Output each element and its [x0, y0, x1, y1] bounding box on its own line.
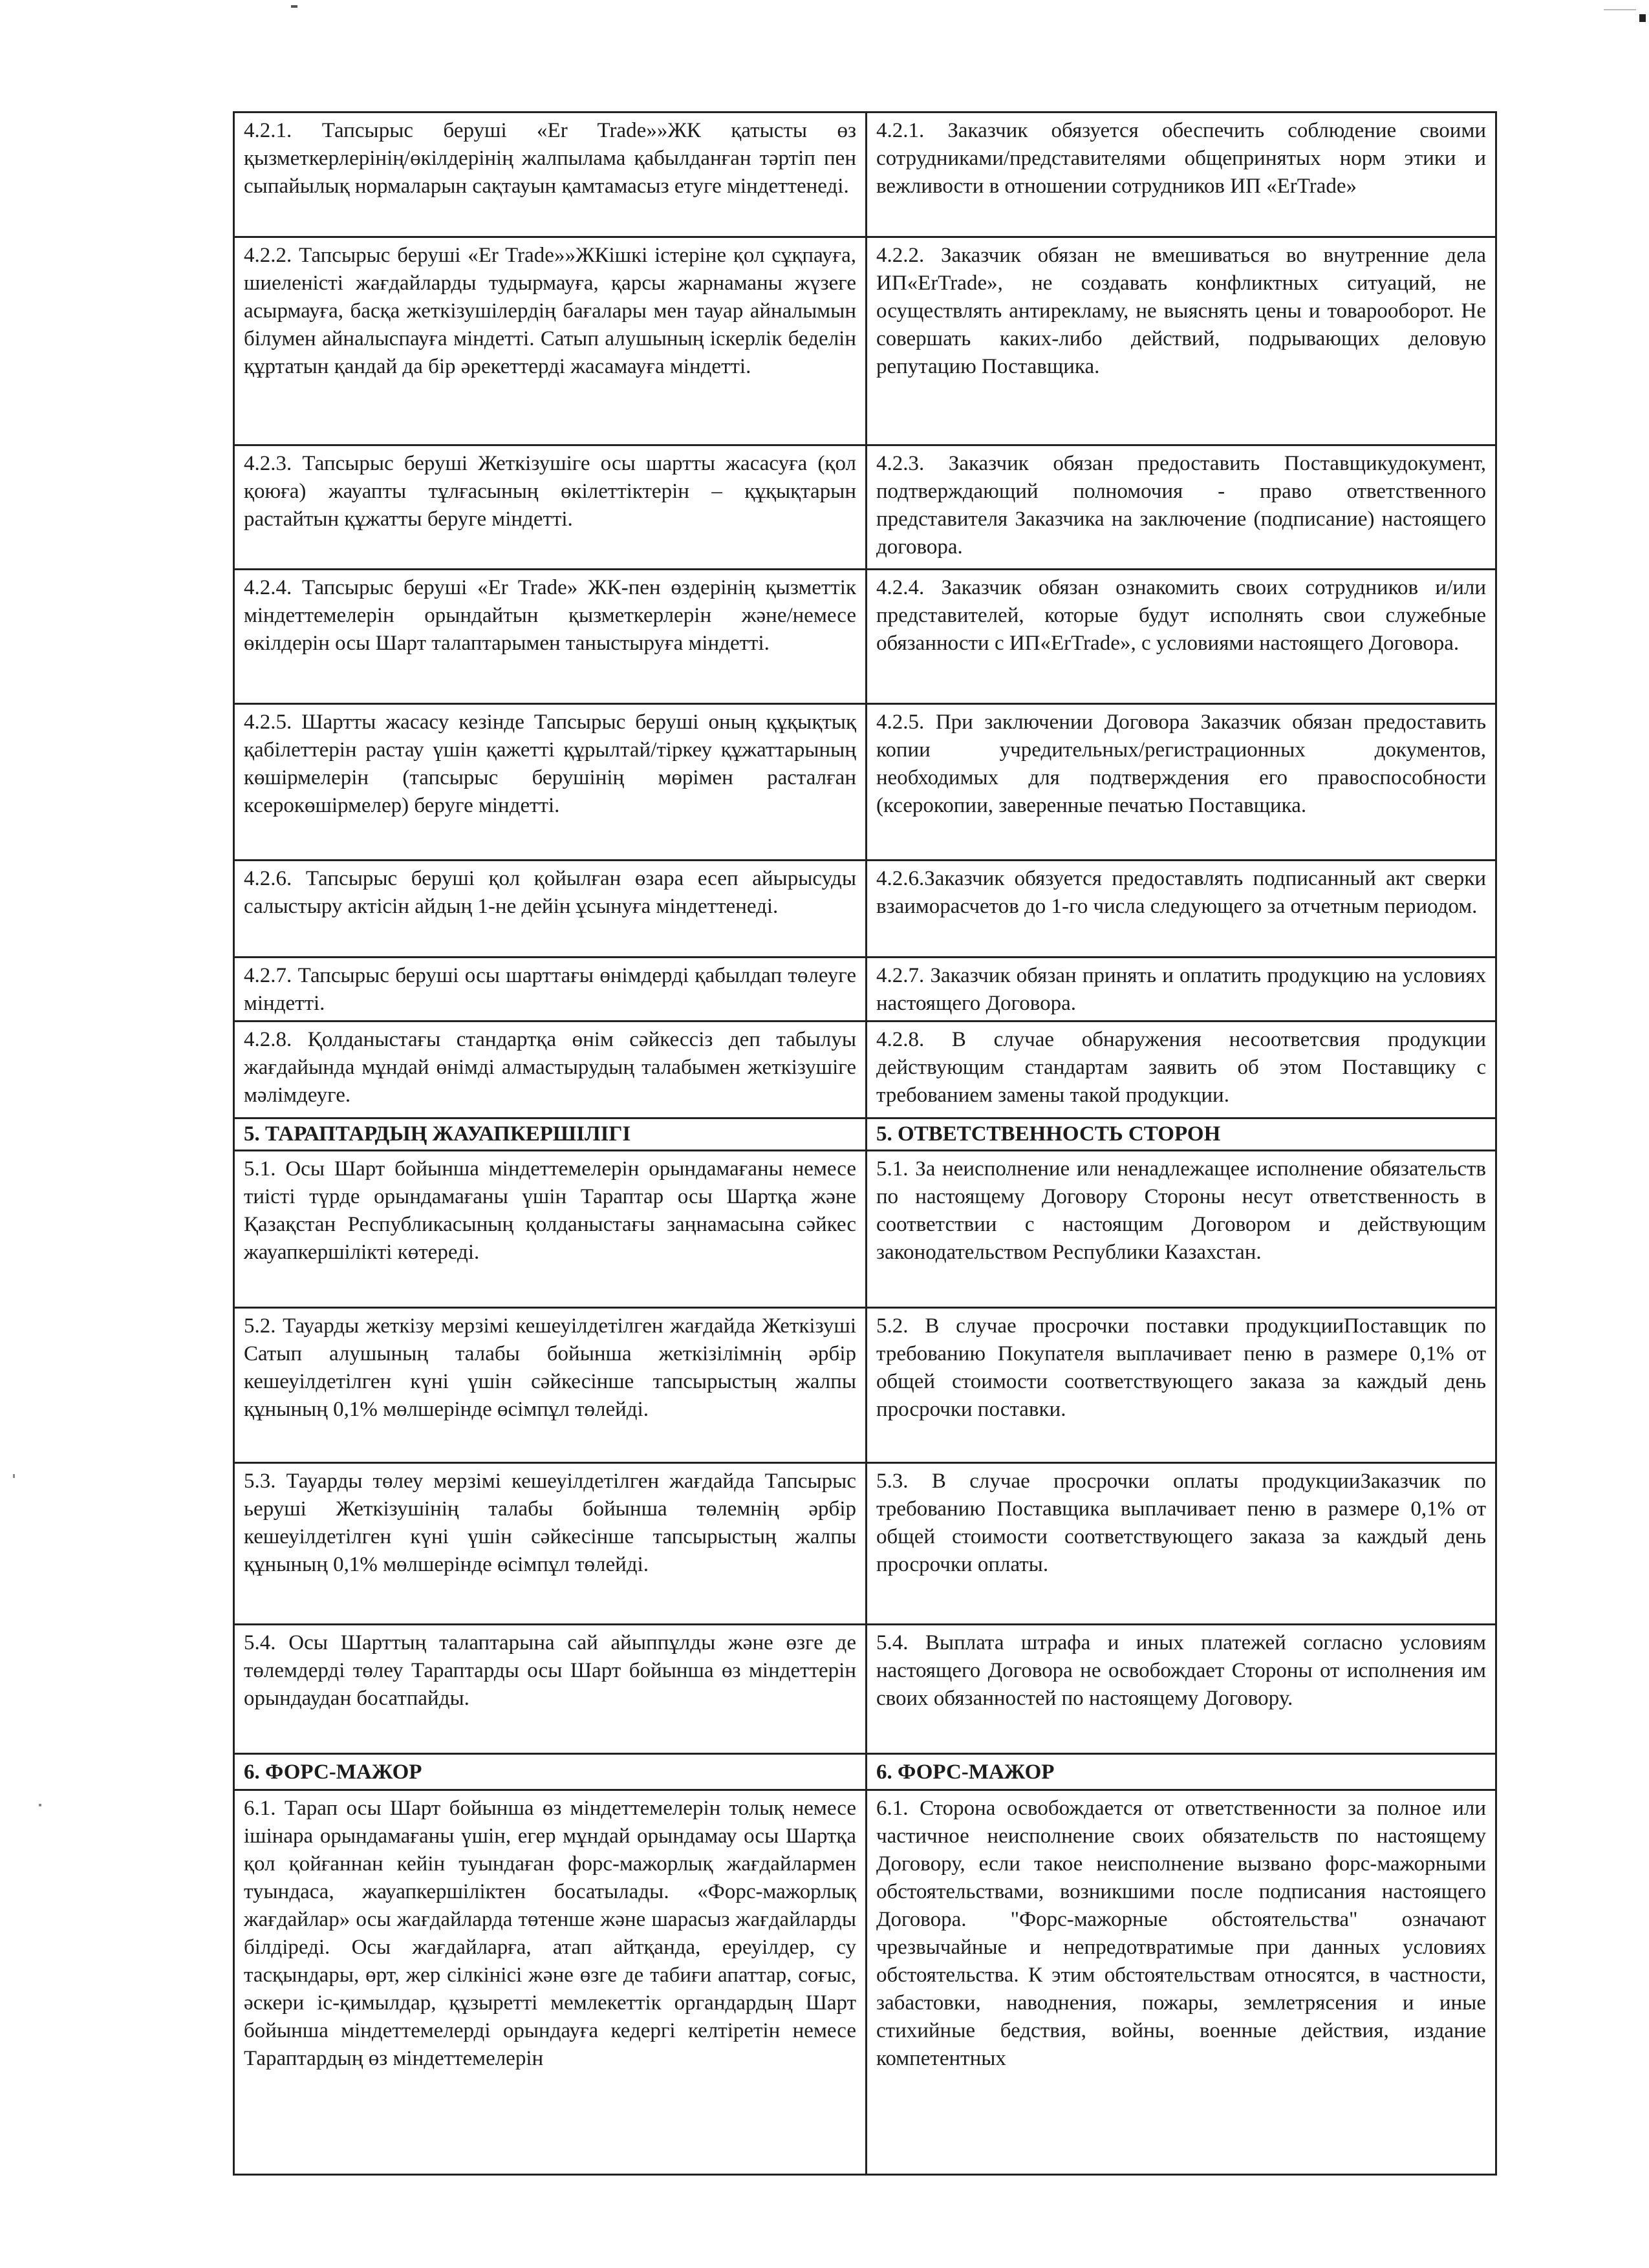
- clause-row: [234, 445, 1496, 570]
- clause-ru: 4.2.4. Заказчик обязан ознакомить своих сотрудников и/или представителей, которые будут исполнять свои служебные обязанности с ИП«ErTrade», с условиями настоящего Договора.: [867, 570, 1496, 704]
- scan-speck: [1604, 9, 1636, 10]
- clause-row: [234, 1022, 1496, 1118]
- clause-ru: 4.2.2. Заказчик обязан не вмешиваться во внутренние дела ИП«ErTrade», не создавать конфликтных ситуаций, не осуществлять антирекламу, не выяснять цены и товарооборот. Не совершать каких-либо действий, подрывающих деловую репутацию Поставщика.: [867, 237, 1496, 445]
- clause-kz: 4.2.1. Тапсырыс беруші «Er Trade»»ЖК қатысты өз қызметкерлерінің/өкілдерінің жалпылама қабылданған тәртіп пен сыпайылық нормаларын сақтауын қамтамасыз етуге міндеттенеді.: [234, 112, 867, 237]
- section-heading-kz: 5. ТАРАПТАРДЫҢ ЖАУАПКЕРШІЛІГІ: [234, 1118, 867, 1151]
- clause-ru: 5.1. За неисполнение или ненадлежащее исполнение обязательств по настоящему Договору Стороны несут ответственность в соответствии с настоящим Договором и действующим законодательством Республики Казахстан.: [867, 1151, 1496, 1308]
- clause-row: [234, 570, 1496, 704]
- bilingual-contract-table: [233, 111, 1497, 2176]
- clause-kz: 5.4. Осы Шарттың талаптарына сай айыппұлды және өзге де төлемдерді төлеу Тараптарды осы Шарт бойынша өз міндеттерін орындаудан босатпайды.: [234, 1625, 867, 1754]
- clause-ru: 4.2.1. Заказчик обязуется обеспечить соблюдение своими сотрудниками/представителями общепринятых норм этики и вежливости в отношении сотрудников ИП «ErTrade»: [867, 112, 1496, 237]
- clause-kz: 5.2. Тауарды жеткізу мерзімі кешеуілдетілген жағдайда Жеткізуші Сатып алушының талабы бойынша жеткізілімнің әрбір кешеуілдетілген күні үшін сәйкесінше тапсырыстың жалпы құнының 0,1% мөлшерінде өсімпұл төлейді.: [234, 1308, 867, 1463]
- clause-ru: 4.2.7. Заказчик обязан принять и оплатить продукцию на условиях настоящего Договора.: [867, 957, 1496, 1022]
- scan-speck: [13, 1474, 15, 1478]
- clause-row: [234, 1308, 1496, 1463]
- clause-row: [234, 704, 1496, 861]
- clause-ru: 5.4. Выплата штрафа и иных платежей согласно условиям настоящего Договора не освобождает Стороны от исполнения им своих обязанностей по настоящему Договору.: [867, 1625, 1496, 1754]
- clause-ru: 6.1. Сторона освобождается от ответственности за полное или частичное неисполнение своих обязательств по настоящему Договору, если такое неисполнение вызвано форс-мажорными обстоятельствами, возникшими после подписания настоящего Договора. "Форс-мажорные обстоятельства" означают чрезвычайные и непредотвратимые при данных условиях обстоятельства. К этим обстоятельствам относятся, в частности, забастовки, наводнения, пожары, землетрясения и иные стихийные бедствия, войны, военные действия, издание компетентных: [867, 1790, 1496, 2175]
- clause-kz: 4.2.8. Қолданыстағы стандартқа өнім сәйкессіз деп табылуы жағдайында мұндай өнімді алмастырудың талабымен жеткізушіге мәлімдеуге.: [234, 1022, 867, 1118]
- clause-row: [234, 1151, 1496, 1308]
- clause-ru: 5.2. В случае просрочки поставки продукцииПоставщик по требованию Покупателя выплачивает пеню в размере 0,1% от общей стоимости соответствующего заказа за каждый день просрочки поставки.: [867, 1308, 1496, 1463]
- scan-speck: [39, 1804, 41, 1806]
- clause-kz: 4.2.4. Тапсырыс беруші «Er Trade» ЖК-пен өздерінің қызметтік міндеттемелерін орындайтын қызметкерлерін және/немесе өкілдерін осы Шарт талаптарымен таныстыруға міндетті.: [234, 570, 867, 704]
- clause-ru: 5.3. В случае просрочки оплаты продукцииЗаказчик по требованию Поставщика выплачивает пеню в размере 0,1% от общей стоимости соответствующего заказа за каждый день просрочки оплаты.: [867, 1463, 1496, 1625]
- section-heading-ru: 6. ФОРС-МАЖОР: [867, 1754, 1496, 1790]
- clause-row: [234, 957, 1496, 1022]
- clause-row: [234, 1790, 1496, 2175]
- clause-ru: 4.2.8. В случае обнаружения несоответсвия продукции действующим стандартам заявить об этом Поставщику с требованием замены такой продукции.: [867, 1022, 1496, 1118]
- clause-kz: 6.1. Тарап осы Шарт бойынша өз міндеттемелерін толық немесе ішінара орындамағаны үшін, егер мұндай орындамау осы Шартқа қол қойғаннан кейін туындаған форс-мажорлық жағдайлармен туындаса, жауапкершіліктен босатылады. «Форс-мажорлық жағдайлар» осы жағдайларда төтенше және шарасыз жағдайларды білдіреді. Осы жағдайларға, атап айтқанда, ереуілдер, су тасқындары, өрт, жер сілкінісі және өзге де табиғи апаттар, соғыс, әскери іс-қимылдар, құзыретті мемлекеттік органдардың Шарт бойынша міндеттемелерді орындауға кедергі келтіретін немесе Тараптардың өз міндеттемелерін: [234, 1790, 867, 2175]
- clause-row: [234, 112, 1496, 237]
- section-heading-ru: 5. ОТВЕТСТВЕННОСТЬ СТОРОН: [867, 1118, 1496, 1151]
- clause-row: [234, 1625, 1496, 1754]
- clause-row: [234, 237, 1496, 445]
- clause-row: [234, 861, 1496, 957]
- clause-kz: 4.2.5. Шартты жасасу кезінде Тапсырыс беруші оның құқықтық қабілеттерін растау үшін қажетті құрылтай/тіркеу құжаттарының көшірмелерін (тапсырыс берушінің мөрімен расталған ксерокөшірмелер) беруге міндетті.: [234, 704, 867, 861]
- clause-kz: 5.3. Тауарды төлеу мерзімі кешеуілдетілген жағдайда Тапсырыс ьеруші Жеткізушінің талабы бойынша төлемнің әрбір кешеуілдетілген күні үшін сәйкесінше тапсырыстың жалпы құнының 0,1% мөлшерінде өсімпұл төлейді.: [234, 1463, 867, 1625]
- clause-kz: 4.2.6. Тапсырыс беруші қол қойылған өзара есеп айырысуды салыстыру актісін айдың 1-не дейін ұсынуға міндеттенеді.: [234, 861, 867, 957]
- section-heading-kz: 6. ФОРС-МАЖОР: [234, 1754, 867, 1790]
- clause-row: [234, 1463, 1496, 1625]
- section-heading-row: [234, 1754, 1496, 1790]
- clause-ru: 4.2.6.Заказчик обязуется предоставлять подписанный акт сверки взаиморасчетов до 1-го числа следующего за отчетным периодом.: [867, 861, 1496, 957]
- section-heading-row: [234, 1118, 1496, 1151]
- clause-ru: 4.2.5. При заключении Договора Заказчик обязан предоставить копии учредительных/регистрационных документов, необходимых для подтверждения его правоспособности (ксерокопии, заверенные печатью Поставщика.: [867, 704, 1496, 861]
- clause-kz: 4.2.3. Тапсырыс беруші Жеткізушіге осы шартты жасасуға (қол қоюға) жауапты тұлғасының өкілеттіктерін – құқықтарын растайтын құжатты беруге міндетті.: [234, 445, 867, 570]
- scan-speck: [1639, 14, 1646, 22]
- clause-ru: 4.2.3. Заказчик обязан предоставить Поставщикудокумент, подтверждающий полномочия - право ответственного представителя Заказчика на заключение (подписание) настоящего договора.: [867, 445, 1496, 570]
- clause-kz: 4.2.2. Тапсырыс беруші «Er Trade»»ЖКішкі істеріне қол сұқпауға, шиеленісті жағдайларды тудырмауға, қарсы жарнаманы жүзеге асырмауға, басқа жеткізушілердің бағалары мен тауар айналымын білумен айналыспауға міндетті. Сатып алушының іскерлік беделін құртатын қандай да бір әрекеттерді жасамауға міндетті.: [234, 237, 867, 445]
- clause-kz: 5.1. Осы Шарт бойынша міндеттемелерін орындамағаны немесе тиісті түрде орындамағаны үшін Тараптар осы Шартқа және Қазақстан Республикасының қолданыстағы заңнамасына сәйкес жауапкершілікті көтереді.: [234, 1151, 867, 1308]
- scan-speck: [291, 5, 297, 8]
- clause-kz: 4.2.7. Тапсырыс беруші осы шарттағы өнімдерді қабылдап төлеуге міндетті.: [234, 957, 867, 1022]
